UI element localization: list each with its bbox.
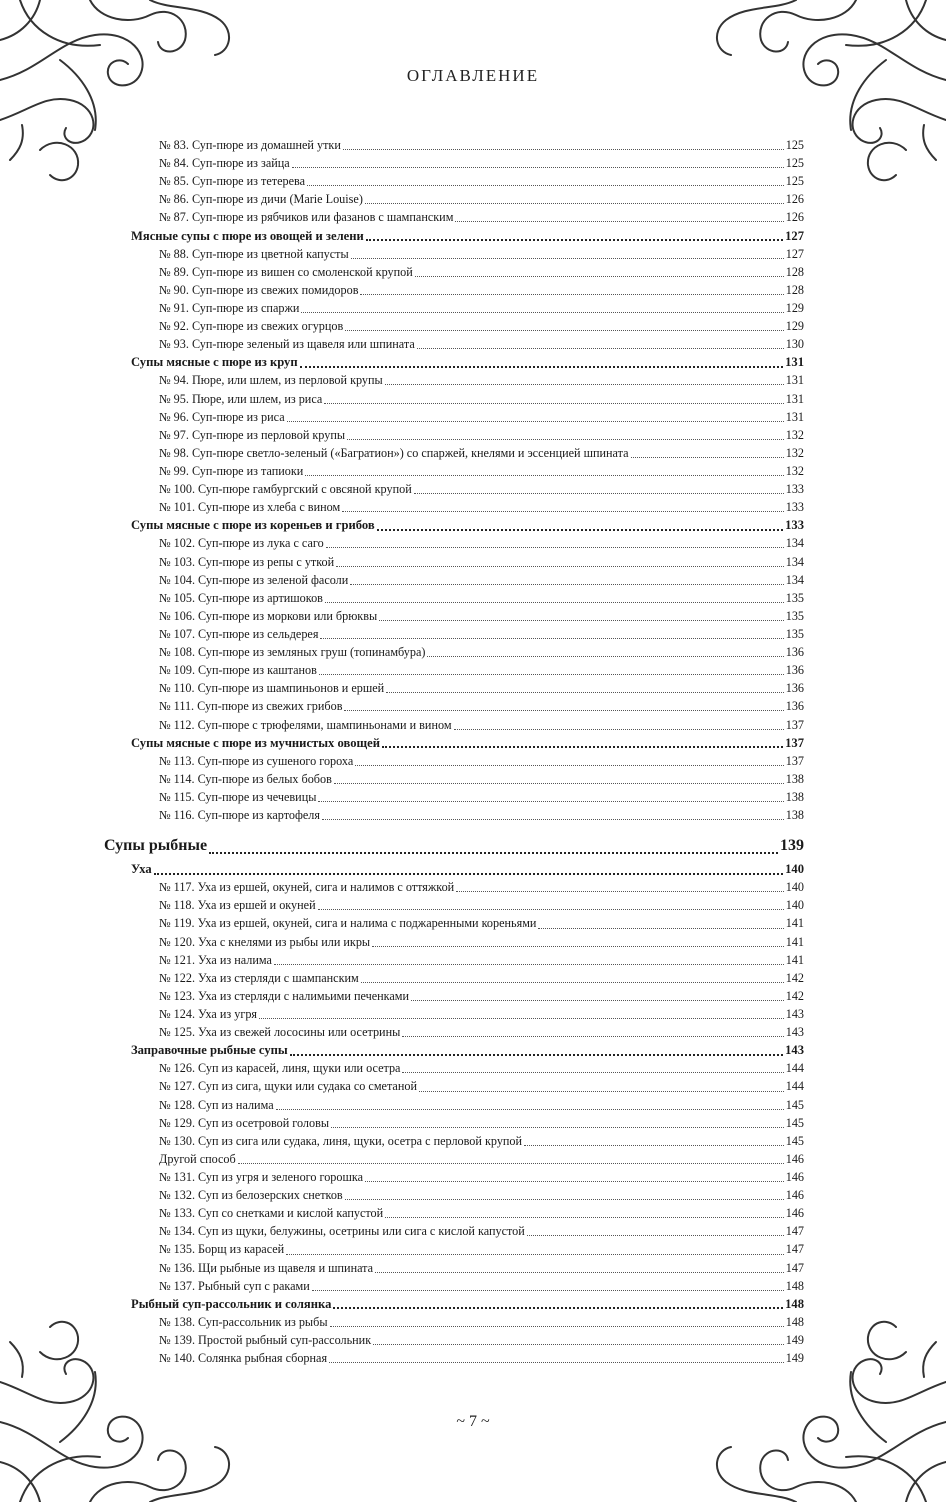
toc-entry-title: № 95. Пюре, или шлем, из риса [159, 391, 323, 406]
toc-entry-page: 147 [785, 1224, 804, 1239]
toc-entry-title: № 105. Суп-пюре из артишоков [159, 590, 323, 605]
toc-entry [104, 607, 804, 625]
toc-entry-title: Супы рыбные [104, 837, 208, 855]
dot-leader [427, 655, 783, 657]
toc-entry-page: 146 [785, 1170, 804, 1185]
toc-entry [104, 1059, 804, 1077]
toc-entry [104, 371, 804, 389]
toc-entry-page: 149 [785, 1333, 804, 1347]
toc-entry-page: 132 [785, 463, 804, 478]
toc-entry [104, 571, 804, 589]
toc-entry-title: № 115. Суп-пюре из чечевицы [159, 789, 317, 804]
toc-section [104, 227, 804, 245]
toc-entry-page: 136 [785, 645, 804, 660]
toc-entry-page: 146 [785, 1151, 804, 1166]
toc-entry-title: № 101. Суп-пюре из хлеба с вином [159, 500, 341, 515]
dot-leader [274, 963, 784, 965]
toc-entry-page: 141 [785, 952, 804, 967]
dot-leader [360, 293, 783, 295]
toc-entry-page: 143 [785, 1025, 804, 1040]
dot-leader [454, 728, 784, 730]
toc-entry-page: 137 [785, 717, 804, 732]
toc-entry [104, 208, 804, 226]
toc-entry-page: 145 [785, 1097, 804, 1112]
dot-leader [331, 1126, 784, 1128]
toc-entry-page: 140 [785, 862, 804, 877]
toc-entry-page: 145 [785, 1133, 804, 1148]
toc-entry [104, 1240, 804, 1258]
toc-entry [104, 788, 804, 806]
toc-entry-page: 136 [785, 699, 804, 714]
toc-entry-title: № 111. Суп-пюре из свежих грибов [159, 699, 343, 714]
toc-entry-title: № 83. Суп-пюре из домашней утки [159, 138, 341, 152]
toc-entry-title: № 125. Уха из свежей лососины или осетрины [159, 1025, 401, 1040]
dot-leader [345, 329, 783, 331]
dot-leader [456, 890, 784, 892]
dot-leader [365, 1180, 784, 1182]
toc-entry-title: № 113. Суп-пюре из сушеного гороха [159, 753, 354, 768]
dot-leader [419, 1090, 784, 1092]
toc-entry-page: 141 [785, 934, 804, 949]
toc-entry-page: 129 [785, 319, 804, 334]
toc-entry-title: № 100. Суп-пюре гамбургский с овсяной крупой [159, 482, 412, 497]
toc-entry-page: 141 [785, 916, 804, 931]
toc-entry-page: 127 [785, 246, 804, 261]
toc-entry-page: 138 [785, 808, 804, 823]
toc-entry-title: № 140. Солянка рыбная сборная [159, 1351, 328, 1366]
toc-entry [104, 335, 804, 353]
toc-entry [104, 806, 804, 824]
toc-entry-page: 138 [785, 771, 804, 786]
toc-entry-page: 134 [785, 572, 804, 587]
dot-leader [238, 1162, 784, 1164]
toc-entry-page: 147 [785, 1242, 804, 1257]
dot-leader [319, 673, 784, 675]
toc-entry-page: 142 [785, 988, 804, 1003]
toc-entry-page: 146 [785, 1206, 804, 1221]
dot-leader [307, 184, 784, 186]
dot-leader [402, 1071, 783, 1073]
toc-section [104, 1041, 804, 1059]
toc-entry-title: № 121. Уха из налима [159, 952, 272, 967]
dot-leader [345, 1198, 784, 1200]
dot-leader [417, 347, 784, 349]
toc-entry [104, 1096, 804, 1114]
toc-entry [104, 553, 804, 571]
toc-entry-page: 126 [785, 210, 804, 225]
toc-entry [104, 136, 804, 154]
toc-entry-page: 139 [780, 837, 804, 855]
toc-entry-page: 133 [785, 518, 804, 533]
dot-leader [318, 800, 783, 802]
toc-section [104, 734, 804, 752]
dot-leader [312, 1289, 784, 1291]
toc-entry [104, 154, 804, 172]
toc-entry-page: 135 [785, 626, 804, 641]
toc-entry-title: № 112. Суп-пюре с трюфелями, шампиньонами и вином [159, 717, 452, 732]
toc-entry [104, 1277, 804, 1295]
dot-leader [375, 1271, 784, 1273]
toc-entry-title: № 91. Суп-пюре из спаржи [159, 300, 300, 315]
toc-entry-page: 136 [785, 663, 804, 678]
toc-entry-page: 140 [785, 898, 804, 913]
dot-leader [631, 456, 784, 458]
dot-leader [276, 1108, 784, 1110]
toc-entry [104, 625, 804, 643]
dot-leader [325, 601, 784, 603]
toc-entry-page: 125 [785, 138, 804, 152]
toc-entry [104, 1114, 804, 1132]
toc-entry [104, 679, 804, 697]
toc-entry-title: № 99. Суп-пюре из тапиоки [159, 463, 304, 478]
toc-entry-title: № 90. Суп-пюре из свежих помидоров [159, 282, 359, 297]
toc-entry-title: № 132. Суп из белозерских снетков [159, 1188, 343, 1203]
table-of-contents [104, 136, 804, 1367]
dot-leader [322, 818, 784, 820]
toc-entry-page: 134 [785, 554, 804, 569]
dot-leader [411, 999, 784, 1001]
toc-entry-title: № 134. Суп из щуки, белужины, осетрины или сига с кислой капустой [159, 1224, 525, 1239]
toc-entry-title: № 118. Уха из ершей и окуней [159, 898, 316, 913]
dot-leader [301, 311, 783, 313]
toc-entry-title: № 126. Суп из карасей, линя, щуки или осетра [159, 1061, 401, 1076]
toc-entry-title: Другой способ [159, 1151, 236, 1166]
toc-entry-title: № 88. Суп-пюре из цветной капусты [159, 246, 349, 261]
toc-entry-title: № 89. Суп-пюре из вишен со смоленской крупой [159, 264, 413, 279]
dot-leader [286, 1253, 784, 1255]
toc-section [104, 353, 804, 371]
toc-entry-title: № 87. Суп-пюре из рябчиков или фазанов с шампанским [159, 210, 454, 225]
dot-leader [366, 238, 783, 241]
dot-leader [330, 1325, 784, 1327]
toc-entry [104, 1132, 804, 1150]
dot-leader [290, 1053, 783, 1056]
dot-leader [385, 1216, 784, 1218]
toc-entry-title: № 133. Суп со снетками и кислой капустой [159, 1206, 384, 1221]
toc-entry [104, 408, 804, 426]
toc-entry [104, 752, 804, 770]
toc-entry [104, 1023, 804, 1041]
toc-entry-title: № 96. Суп-пюре из риса [159, 409, 285, 424]
toc-entry-page: 140 [785, 880, 804, 895]
toc-entry-page: 132 [785, 427, 804, 442]
dot-leader [365, 202, 784, 204]
toc-entry [104, 643, 804, 661]
dot-leader [318, 908, 784, 910]
toc-entry [104, 534, 804, 552]
dot-leader [527, 1234, 784, 1236]
dot-leader [326, 546, 784, 548]
toc-section [104, 516, 804, 534]
dot-leader [287, 420, 784, 422]
toc-entry-page: 148 [785, 1296, 804, 1311]
toc-entry-title: № 128. Суп из налима [159, 1097, 274, 1112]
toc-entry-page: 138 [785, 789, 804, 804]
dot-leader [347, 438, 784, 440]
toc-entry [104, 1259, 804, 1277]
toc-entry [104, 661, 804, 679]
toc-entry-title: № 124. Уха из угря [159, 1007, 258, 1022]
toc-entry-page: 144 [785, 1079, 804, 1094]
dot-leader [414, 492, 784, 494]
toc-entry-title: Супы мясные с пюре из мучнистых овощей [131, 735, 380, 750]
dot-leader [372, 945, 784, 947]
dot-leader [209, 851, 778, 854]
toc-entry-page: 129 [785, 300, 804, 315]
toc-entry [104, 933, 804, 951]
toc-entry [104, 1204, 804, 1222]
toc-entry-title: № 123. Уха из стерляди с налимьими печенками [159, 988, 410, 1003]
dot-leader [344, 709, 783, 711]
toc-entry-title: № 98. Суп-пюре светло-зеленый («Багратион») со спаржей, кнелями и эссенцией шпината [159, 445, 629, 460]
toc-entry-title: № 138. Суп-рассольник из рыбы [159, 1314, 328, 1329]
toc-entry-page: 135 [785, 590, 804, 605]
toc-entry [104, 1186, 804, 1204]
toc-entry-page: 131 [785, 391, 804, 406]
toc-entry [104, 1150, 804, 1168]
toc-entry [104, 1005, 804, 1023]
toc-entry-title: № 131. Суп из угря и зеленого горошка [159, 1170, 364, 1185]
dot-leader [524, 1144, 784, 1146]
dot-leader [538, 927, 783, 929]
toc-entry-page: 131 [785, 409, 804, 424]
toc-entry-title: № 84. Суп-пюре из зайца [159, 156, 290, 171]
toc-entry-page: 126 [785, 192, 804, 207]
toc-entry-title: № 92. Суп-пюре из свежих огурцов [159, 319, 344, 334]
toc-entry [104, 172, 804, 190]
dot-leader [350, 583, 783, 585]
toc-entry-title: № 104. Суп-пюре из зеленой фасоли [159, 572, 349, 587]
toc-entry [104, 263, 804, 281]
toc-entry-title: № 106. Суп-пюре из моркови или брюквы [159, 608, 378, 623]
toc-entry [104, 878, 804, 896]
toc-entry [104, 444, 804, 462]
toc-entry-title: Рыбный суп-рассольник и солянка [131, 1296, 332, 1311]
toc-entry-page: 130 [785, 337, 804, 352]
dot-leader [351, 257, 784, 259]
toc-entry-title: № 97. Суп-пюре из перловой крупы [159, 427, 346, 442]
dot-leader [324, 402, 783, 404]
toc-entry [104, 498, 804, 516]
toc-entry-title: № 127. Суп из сига, щуки или судака со сметаной [159, 1079, 417, 1094]
toc-entry-page: 128 [785, 264, 804, 279]
toc-entry [104, 770, 804, 788]
dot-leader [154, 872, 783, 875]
toc-entry [104, 697, 804, 715]
toc-entry-page: 148 [785, 1278, 804, 1293]
toc-entry-page: 128 [785, 282, 804, 297]
toc-entry-page: 137 [785, 735, 804, 750]
dot-leader [355, 764, 783, 766]
toc-entry [104, 716, 804, 734]
dot-leader [382, 745, 783, 748]
toc-entry-title: № 116. Суп-пюре из картофеля [159, 808, 320, 823]
toc-entry [104, 951, 804, 969]
toc-entry-title: Супы мясные с пюре из кореньев и грибов [131, 518, 375, 533]
dot-leader [305, 474, 783, 476]
toc-entry-page: 142 [785, 970, 804, 985]
toc-entry-title: № 139. Простой рыбный суп-рассольник [159, 1333, 372, 1347]
toc-entry-title: № 94. Пюре, или шлем, из перловой крупы [159, 373, 383, 388]
dot-leader [300, 365, 784, 368]
toc-entry-page: 134 [785, 536, 804, 551]
toc-entry-title: № 93. Суп-пюре зеленый из щавеля или шпината [159, 337, 415, 352]
toc-entry-page: 143 [785, 1007, 804, 1022]
toc-entry [104, 426, 804, 444]
toc-entry [104, 390, 804, 408]
dot-leader [333, 1306, 783, 1309]
toc-entry [104, 245, 804, 263]
toc-entry-page: 125 [785, 174, 804, 189]
toc-entry-title: № 119. Уха из ершей, окуней, сига и налима с поджаренными кореньями [159, 916, 537, 931]
toc-entry-page: 148 [785, 1314, 804, 1329]
toc-entry-page: 145 [785, 1115, 804, 1130]
dot-leader [385, 383, 784, 385]
toc-entry-title: № 103. Суп-пюре из репы с уткой [159, 554, 335, 569]
toc-entry-title: № 120. Уха с кнелями из рыбы или икры [159, 934, 371, 949]
toc-section [104, 860, 804, 878]
toc-entry-title: № 129. Суп из осетровой головы [159, 1115, 330, 1130]
toc-entry [104, 1077, 804, 1095]
toc-entry-title: Мясные супы с пюре из овощей и зелени [131, 228, 364, 243]
toc-entry [104, 987, 804, 1005]
toc-chapter [104, 832, 804, 860]
toc-entry [104, 1349, 804, 1367]
toc-entry-title: № 130. Суп из сига или судака, линя, щуки, осетра с перловой крупой [159, 1133, 523, 1148]
toc-entry-title: № 122. Уха из стерляди с шампанским [159, 970, 359, 985]
toc-entry [104, 1168, 804, 1186]
toc-entry-page: 131 [785, 355, 804, 370]
toc-entry-title: № 135. Борщ из карасей [159, 1242, 285, 1257]
toc-entry-page: 144 [785, 1061, 804, 1076]
toc-entry-page: 143 [785, 1043, 804, 1058]
toc-entry-page: 136 [785, 681, 804, 696]
toc-entry-title: Заправочные рыбные супы [131, 1043, 288, 1058]
toc-entry-page: 133 [785, 482, 804, 497]
toc-entry-title: № 136. Щи рыбные из щавеля и шпината [159, 1260, 374, 1275]
toc-entry [104, 1313, 804, 1331]
toc-entry [104, 1222, 804, 1240]
toc-entry-title: № 114. Суп-пюре из белых бобов [159, 771, 332, 786]
toc-entry [104, 969, 804, 987]
dot-leader [455, 220, 783, 222]
dot-leader [343, 148, 784, 150]
dot-leader [402, 1035, 783, 1037]
page-number: ~ 7 ~ [456, 1413, 490, 1430]
toc-entry-title: № 108. Суп-пюре из земляных груш (топинамбура) [159, 645, 426, 660]
toc-entry-title: Супы мясные с пюре из круп [131, 355, 298, 370]
toc-entry-page: 147 [785, 1260, 804, 1275]
toc-entry [104, 462, 804, 480]
toc-entry [104, 480, 804, 498]
dot-leader [336, 565, 784, 567]
dot-leader [379, 619, 784, 621]
toc-entry-page: 135 [785, 608, 804, 623]
toc-entry-title: № 110. Суп-пюре из шампиньонов и ершей [159, 681, 385, 696]
dot-leader [373, 1343, 784, 1345]
toc-entry [104, 1331, 804, 1349]
toc-entry-page: 146 [785, 1188, 804, 1203]
toc-entry-title: Уха [131, 862, 152, 877]
toc-entry-title: № 107. Суп-пюре из сельдерея [159, 626, 319, 641]
toc-entry-title: № 117. Уха из ершей, окуней, сига и налимов с оттяжкой [159, 880, 455, 895]
dot-leader [320, 637, 783, 639]
toc-entry-title: № 102. Суп-пюре из лука с саго [159, 536, 324, 551]
toc-entry-page: 133 [785, 500, 804, 515]
toc-entry [104, 589, 804, 607]
toc-entry [104, 914, 804, 932]
toc-entry-page: 131 [785, 373, 804, 388]
toc-entry [104, 299, 804, 317]
toc-entry [104, 896, 804, 914]
dot-leader [259, 1017, 784, 1019]
page-title: ОГЛАВЛЕНИЕ [406, 66, 540, 85]
dot-leader [377, 528, 783, 531]
dot-leader [415, 275, 784, 277]
toc-entry-page: 127 [785, 228, 804, 243]
toc-entry [104, 317, 804, 335]
toc-entry-page: 132 [785, 445, 804, 460]
toc-entry [104, 190, 804, 208]
toc-entry-page: 137 [785, 753, 804, 768]
dot-leader [386, 691, 784, 693]
toc-entry-title: № 86. Суп-пюре из дичи (Marie Louise) [159, 192, 363, 207]
toc-section [104, 1295, 804, 1313]
toc-entry-title: № 85. Суп-пюре из тетерева [159, 174, 305, 189]
toc-entry-page: 149 [785, 1351, 804, 1366]
toc-entry [104, 281, 804, 299]
dot-leader [334, 782, 784, 784]
toc-entry-title: № 109. Суп-пюре из каштанов [159, 663, 317, 678]
dot-leader [342, 510, 784, 512]
toc-entry-page: 125 [785, 156, 804, 171]
dot-leader [292, 166, 784, 168]
toc-entry-title: № 137. Рыбный суп с раками [159, 1278, 310, 1293]
dot-leader [329, 1361, 784, 1363]
dot-leader [361, 981, 784, 983]
